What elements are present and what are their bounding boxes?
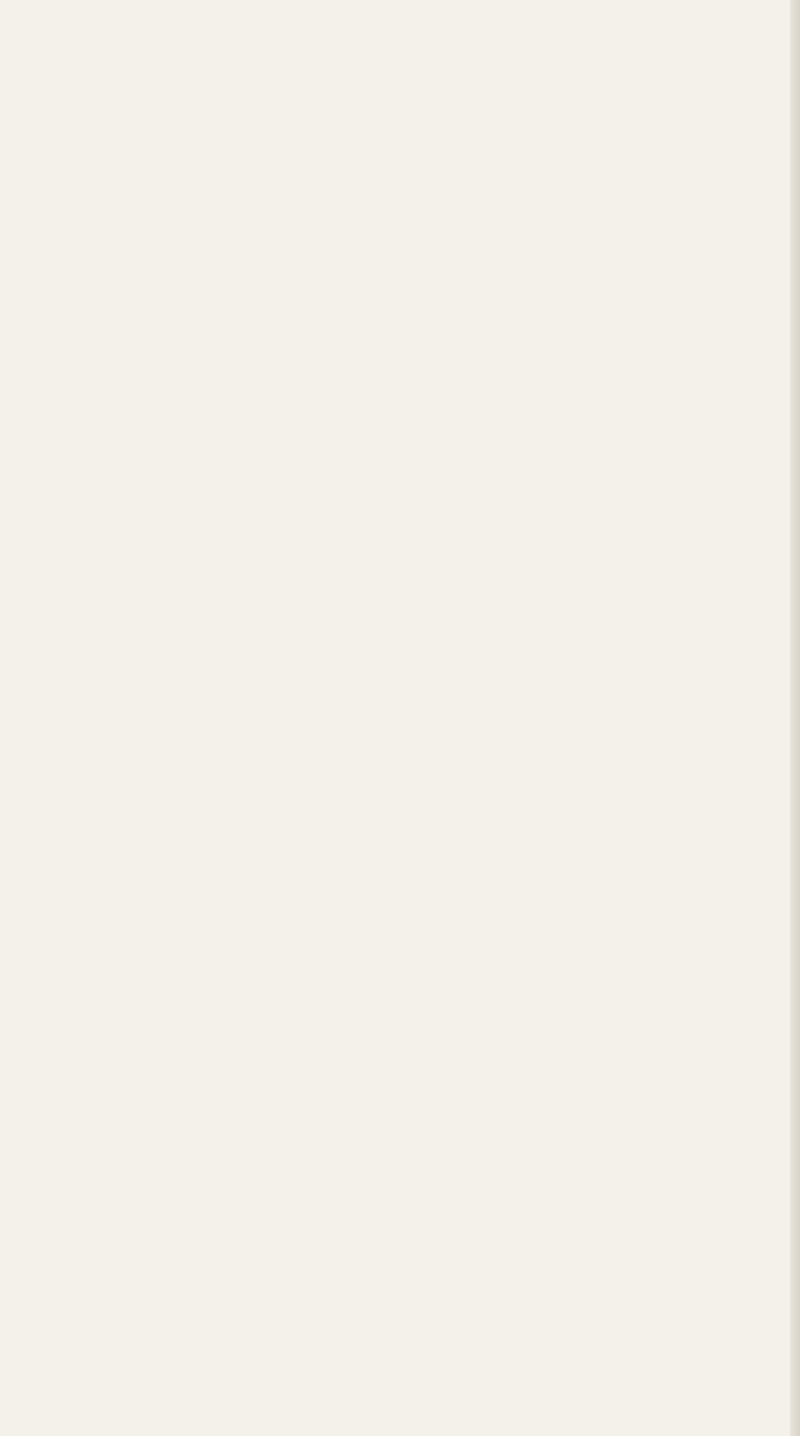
index-entry (0, 467, 800, 490)
index-entry (0, 374, 800, 397)
index-entry (0, 305, 800, 328)
index-entry (0, 235, 800, 258)
index-entry (0, 281, 800, 304)
index-entry (0, 73, 800, 96)
index-entry (0, 443, 800, 466)
index-entry (0, 189, 800, 212)
index-entry (0, 328, 800, 351)
index-entry (0, 420, 800, 443)
index-entry (0, 258, 800, 281)
index-entry (0, 119, 800, 142)
column-headings (0, 60, 800, 74)
index-entry (0, 142, 800, 165)
index-entry (0, 397, 800, 420)
page-edge (790, 0, 800, 1436)
index-entry (0, 351, 800, 374)
index-entry (0, 166, 800, 189)
index-entry (0, 490, 800, 513)
index-entry (0, 96, 800, 119)
page-header (0, 14, 800, 44)
index-entry (0, 212, 800, 235)
